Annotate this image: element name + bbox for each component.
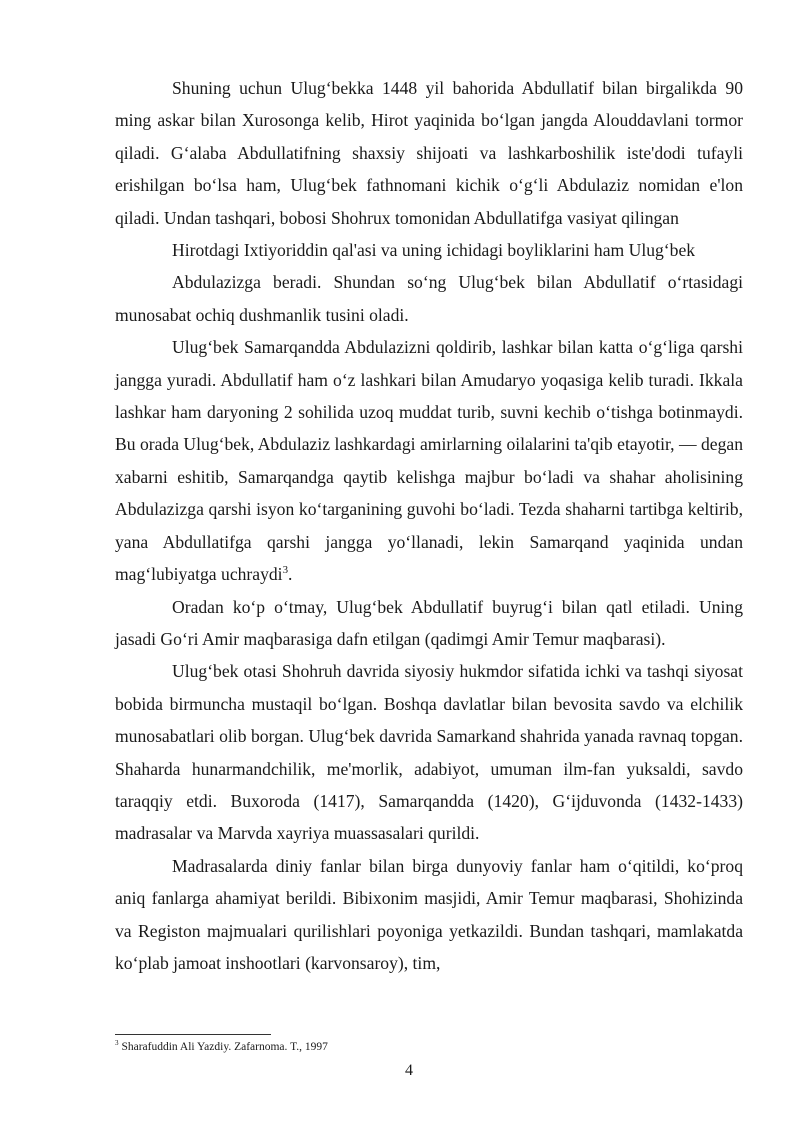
footnote-reference[interactable]: 3 xyxy=(282,564,289,577)
paragraph-3 xyxy=(115,266,743,331)
page-number: 4 xyxy=(405,1062,413,1079)
paragraph-5: Oradan ko‘p o‘tmay, Ulug‘bek Abdullatif buyrug‘i bilan qatl etiladi. Uning jasadi Go‘ri Amir maqbarasiga dafn etilgan (qadimgi Amir Temur maqbarasi). xyxy=(115,596,743,649)
paragraph-6: Ulug‘bek otasi Shohruh davrida siyosiy hukmdor sifatida ichki va tashqi siyosat bobida birmuncha mustaqil bo‘lgan. Boshqa davlatlar bilan bevosita savdo va elchilik munosabatlari olib borgan. Ulug‘bek davrida Samarkand shahrida yanada ravnaq topgan. Shaharda hunarmandchilik, me'morlik, adabiyot, umuman ilm-fan yuksaldi, savdo taraqqiy etdi. Buxoroda (1417), Samarqandda (1420), G‘ijduvonda (1432-1433) madrasalar va Marvda xayriya muassasalari qurildi. xyxy=(115,661,743,844)
footnote-text: Sharafuddin Ali Yazdiy. Zafarnoma. T., 1997 xyxy=(118,1041,328,1053)
paragraph-4 xyxy=(115,331,743,590)
footnote-divider xyxy=(115,1034,271,1035)
paragraph-2: Hirotdagi Ixtiyoriddin qal'asi va uning ichidagi boyliklarini ham Ulug‘bek xyxy=(172,240,696,261)
footnote xyxy=(115,1040,735,1054)
body-text xyxy=(115,72,743,979)
paragraph-4-tail: . xyxy=(288,564,293,585)
footnote-marker: 3 xyxy=(115,1039,119,1048)
paragraph-1: Shuning uchun Ulug‘bekka 1448 yil bahorida Abdullatif bilan birgalikda 90 ming askar bilan Xurosonga kelib, Hirot yaqinida bo‘lgan jangda Alouddavlani tormor qiladi. G‘alaba Abdullatifning shaxsiy shijoati va lashkarboshilik iste'dodi tufayli erishilgan bo‘lsa ham, Ulug‘bek fathnomani kichik o‘g‘li Abdulaziz nomidan e'lon qiladi. Undan tashqari, bobosi Shohrux tomonidan Abdullatifga vasiyat qilingan xyxy=(115,78,743,228)
paragraph-4-text: Ulug‘bek Samarqandda Abdulazizni qoldirib, lashkar bilan katta o‘g‘liga qarshi jangga yuradi. Abdullatif ham o‘z lashkari bilan Amudaryo yoqasiga kelib turadi. Ikkala lashkar ham daryoning 2 sohilida uzoq muddat turib, suvni kechib o‘tishga botinmaydi. Bu orada Ulug‘bek, Abdulaziz lashkardagi amirlarning oilalarini ta'qib etayotir, — degan xabarni eshitib, Samarqandga qaytib kelishga majbur bo‘ladi va shahar aholisining Abdulazizga qarshi isyon ko‘targanining guvohi bo‘ladi. Tezda shaharni tartibga keltirib, yana Abdullatifga qarshi jangga yo‘llanadi, lekin Samarqand yaqinida undan mag‘lubiyatga uchraydi xyxy=(115,337,743,585)
paragraph-7: Madrasalarda diniy fanlar bilan birga dunyoviy fanlar ham o‘qitildi, ko‘proq aniq fanlarga ahamiyat berildi. Bibixonim masjidi, Amir Temur maqbarasi, Shohizinda va Registon majmualari qurilishlari poyoniga yetkazildi. Bundan tashqari, mamlakatda ko‘plab jamoat inshootlari (karvonsaroy), tim, xyxy=(115,855,743,973)
paragraph-3-text: Abdulazizga beradi. Shundan so‘ng Ulug‘bek bilan Abdullatif o‘rtasidagi munosabat ochiq dushmanlik tusini oladi. xyxy=(115,272,743,325)
